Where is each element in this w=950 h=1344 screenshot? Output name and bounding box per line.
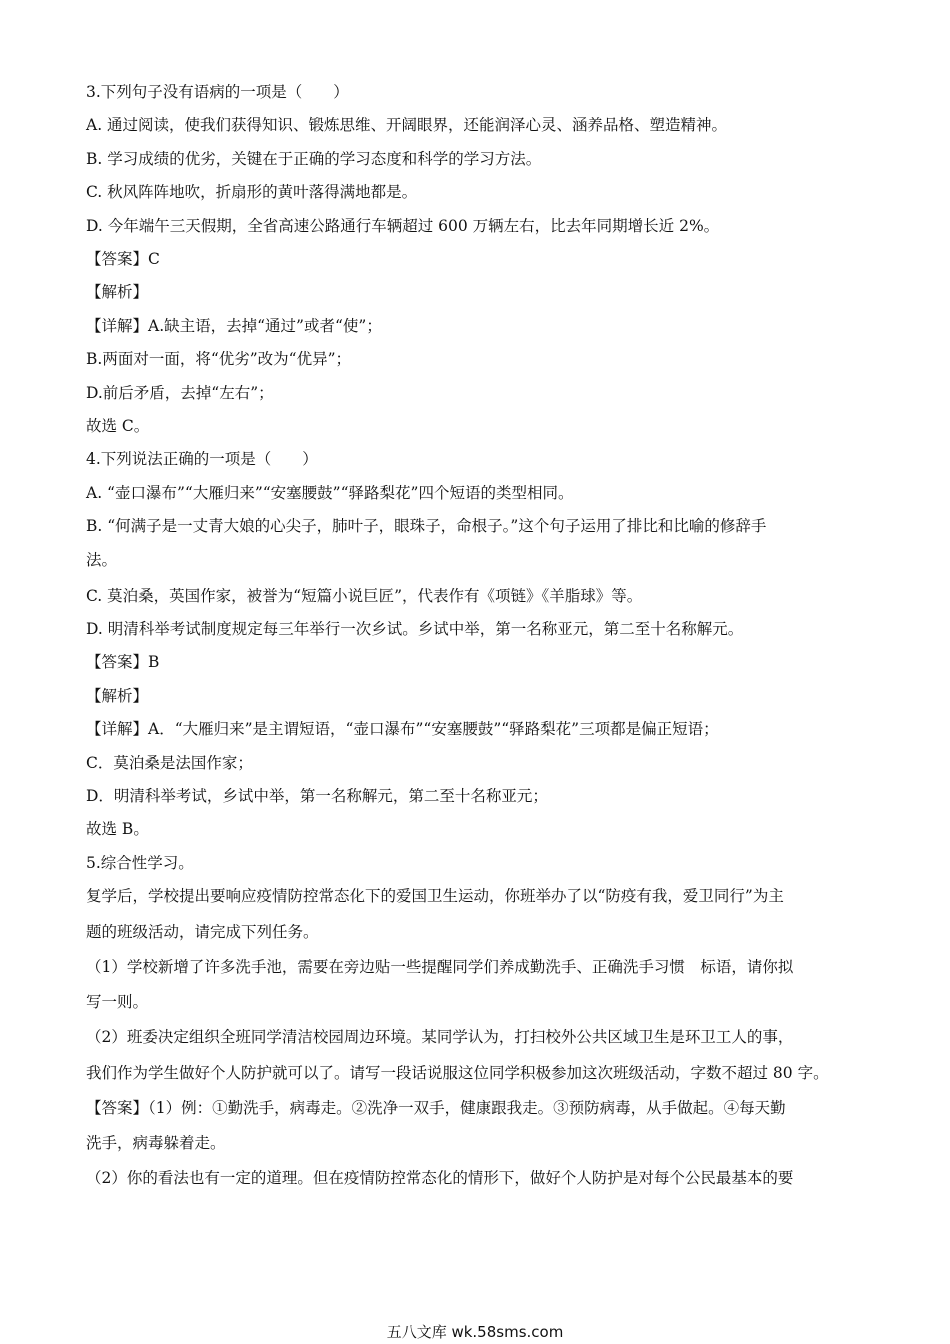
q3-option-b: B. 学习成绩的优劣，关键在于正确的学习态度和科学的学习方法。 [86,150,542,168]
q5-intro-1: 复学后，学校提出要响应疫情防控常态化下的爱国卫生运动，你班举办了以“防疫有我，爱卫同行”为主 [86,887,784,905]
q5-task-2: （2）班委决定组织全班同学清洁校园周边环境。某同学认为，打扫校外公共区域卫生是环卫工人的事， [86,1028,794,1046]
q4-analysis-heading: 【解析】 [86,687,149,705]
q5-task-1-cont: 写一则。 [86,993,149,1011]
q3-option-d: D. 今年端午三天假期，全省高速公路通行车辆超过 600 万辆左右，比去年同期增长近 2%。 [86,217,720,235]
q3-detail-d: D.前后矛盾，去掉“左右”； [86,384,274,402]
q4-option-c: C. 莫泊桑，英国作家，被誉为“短篇小说巨匠”，代表作有《项链》《羊脂球》等。 [86,587,643,605]
q3-conclusion: 故选 C。 [86,417,150,435]
q4-option-b-cont: 法。 [86,551,118,569]
q4-conclusion: 故选 B。 [86,820,149,838]
q5-intro-2: 题的班级活动，请完成下列任务。 [86,923,319,941]
q3-option-c: C. 秋风阵阵地吹，折扇形的黄叶落得满地都是。 [86,183,418,201]
q3-option-a: A. 通过阅读，使我们获得知识、锻炼思维、开阔眼界，还能润泽心灵、涵养品格、塑造精神。 [86,116,728,134]
q3-detail-a: 【详解】A.缺主语，去掉“通过”或者“使”； [86,317,382,335]
q3-detail-b: B.两面对一面，将“优劣”改为“优异”； [86,350,352,368]
q5-answer-1-cont: 洗手，病毒躲着走。 [86,1134,226,1152]
q4-answer: 【答案】B [86,653,160,671]
q3-stem: 3.下列句子没有语病的一项是（ ） [86,83,349,101]
q5-task-1: （1）学校新增了许多洗手池，需要在旁边贴一些提醒同学们养成勤洗手、正确洗手习惯 标语，请你拟 [86,958,794,976]
q4-option-a: A. “壶口瀑布”“大雁归来”“安塞腰鼓”“驿路梨花”四个短语的类型相同。 [86,484,574,502]
q5-stem: 5.综合性学习。 [86,854,194,872]
q4-detail-c: C．莫泊桑是法国作家； [86,754,253,772]
q4-detail-a: 【详解】A．“大雁归来”是主谓短语，“壶口瀑布”“安塞腰鼓”“驿路梨花”三项都是偏正短语； [86,720,719,738]
q4-detail-d: D．明清科举考试，乡试中举，第一名称解元，第二至十名称亚元； [86,787,548,805]
q3-analysis-heading: 【解析】 [86,283,149,301]
footer-watermark: 五八文库 wk.58sms.com [386,1323,564,1341]
q3-answer: 【答案】C [86,250,160,268]
q4-option-b: B. “何满子是一丈青大娘的心尖子，肺叶子，眼珠子，命根子。”这个句子运用了排比和比喻的修辞手 [86,517,767,535]
q5-answer-2: （2）你的看法也有一定的道理。但在疫情防控常态化的情形下，做好个人防护是对每个公民最基本的要 [86,1169,794,1187]
q4-stem: 4.下列说法正确的一项是（ ） [86,450,318,468]
q4-option-d: D. 明清科举考试制度规定每三年举行一次乡试。乡试中举，第一名称亚元，第二至十名称解元。 [86,620,744,638]
q5-task-2-cont: 我们作为学生做好个人防护就可以了。请写一段话说服这位同学积极参加这次班级活动，字数不超过 80 字。 [86,1064,829,1082]
q5-answer-1: 【答案】（1）例：①勤洗手，病毒走。②洗净一双手，健康跟我走。③预防病毒，从手做起。④每天勤 [86,1099,786,1117]
